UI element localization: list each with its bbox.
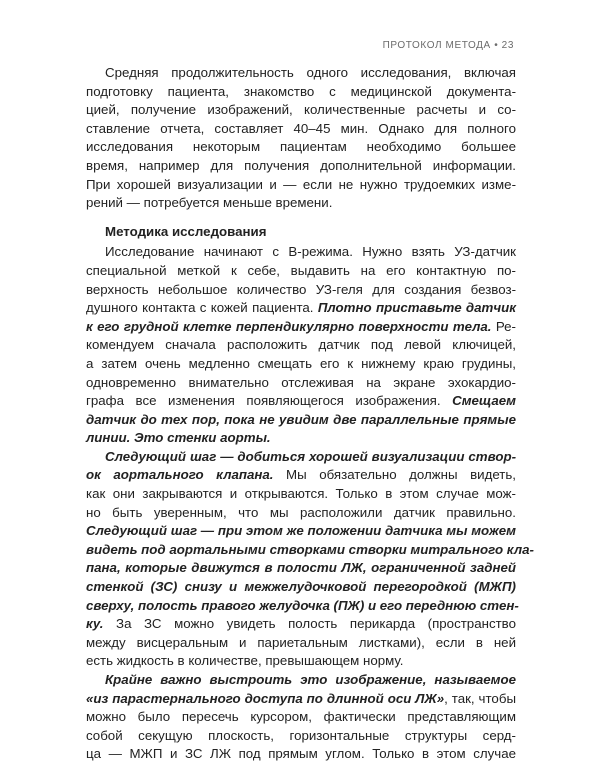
text-line: собой секущую плоскость, горизонтальные структуры серд- [86, 727, 516, 743]
text-line [86, 615, 516, 634]
text-line: но быть уверенным, что мы расположили датчик правильно. [86, 504, 516, 520]
text-line [86, 392, 516, 411]
emphasis-text: Смещаем [452, 393, 516, 409]
page-body [86, 64, 534, 764]
emphasis-line: Следующий шаг — добиться хорошей визуализации створ- [105, 448, 516, 464]
text-line: можно было пересечь курсором, фактически представляющим [86, 709, 516, 725]
text-line: рений — потребуется меньше времени. [86, 195, 333, 211]
text-line: специальной меткой к себе, выдавить на его контактную по- [86, 262, 516, 278]
emphasis-text: к его грудной клетке перпендикулярно поверхности тела. [86, 318, 492, 334]
text-run: Ре- [491, 318, 516, 334]
text-line: одновременно внимательно отслеживая на экране эхокардио- [86, 374, 516, 390]
text-line: подготовку пациента, знакомство с медицинской документа- [86, 83, 516, 99]
paragraph-method [86, 243, 516, 448]
text-line: Средняя продолжительность одного исследования, включая [105, 65, 516, 80]
emphasis-line: датчик до тех пор, пока не увидим две параллельные прямые [86, 411, 516, 427]
emphasis-line: сверху, полость правого желудочка (ПЖ) и его переднюю стен- [86, 597, 519, 613]
paragraph-parasternal-view [86, 671, 516, 764]
text-line [86, 690, 516, 709]
text-run: , так, чтобы [444, 690, 516, 706]
text-line: а затем очень медленно смещать его к нижнему краю грудины, [86, 355, 516, 371]
emphasis-line: видеть под аортальными створками створки митрального кла- [86, 541, 534, 557]
text-line: время, например для получения дополнительной информации. [86, 157, 516, 173]
emphasis-text: ку. [86, 616, 104, 632]
emphasis-line: стенкой (ЗС) снизу и межжелудочковой перегородкой (МЖП) [86, 579, 516, 595]
running-head: ПРОТОКОЛ МЕТОДА • 23 [382, 40, 514, 51]
text-run: Мы обязательно должны видеть, [273, 467, 516, 483]
emphasis-line: пана, которые движутся в полости ЛЖ, ограниченной задней [86, 560, 516, 576]
text-line: ца — МЖП и ЗС ЛЖ под прямым углом. Только в этом случае [86, 746, 516, 762]
text-line: Исследование начинают с B-режима. Нужно взять УЗ-датчик [105, 244, 516, 260]
text-line: между висцеральным и париетальным листками), если в ней [86, 634, 516, 650]
text-line: цией, получение изображений, количественные расчеты и со- [86, 102, 516, 118]
text-run: графа все изменения появляющегося изображения. [86, 393, 453, 409]
text-run: душного контакта с кожей пациента. [86, 300, 318, 316]
text-line [86, 318, 516, 337]
text-line: При хорошей визуализации и — если не нужно трудоемких изме- [86, 176, 516, 192]
emphasis-text: «из парастернального доступа по длинной оси ЛЖ» [86, 690, 445, 706]
text-line: есть жидкость в количестве, превышающем норму. [86, 653, 404, 669]
text-line: верхность небольшое количество УЗ-геля для создания безвоз- [86, 281, 516, 297]
text-line: исследования некоторым пациентам необходимо большее [86, 139, 516, 155]
emphasis-line: линии. Это стенки аорты. [86, 430, 271, 446]
paragraph-duration [86, 64, 516, 213]
emphasis-text: ок аортального клапана. [86, 467, 274, 483]
emphasis-text: Плотно приставьте датчик [317, 300, 516, 316]
text-line: как они закрываются и открываются. Только в этом случае мож- [86, 486, 516, 502]
text-line [86, 466, 516, 485]
text-run: За ЗС можно увидеть полость перикарда (пространство [103, 616, 516, 632]
paragraph-aortic-valve [86, 448, 534, 671]
text-line [86, 299, 516, 318]
text-line: ставление отчета, составляет 40–45 мин. Однако для полного [86, 120, 516, 136]
section-heading: Методика исследования [105, 223, 267, 239]
text-line: комендуем сначала расположить датчик под левой ключицей, [86, 337, 516, 353]
emphasis-line: Крайне важно выстроить это изображение, называемое [105, 672, 516, 687]
emphasis-line: Следующий шаг — при этом же положении датчика мы можем [86, 523, 516, 539]
